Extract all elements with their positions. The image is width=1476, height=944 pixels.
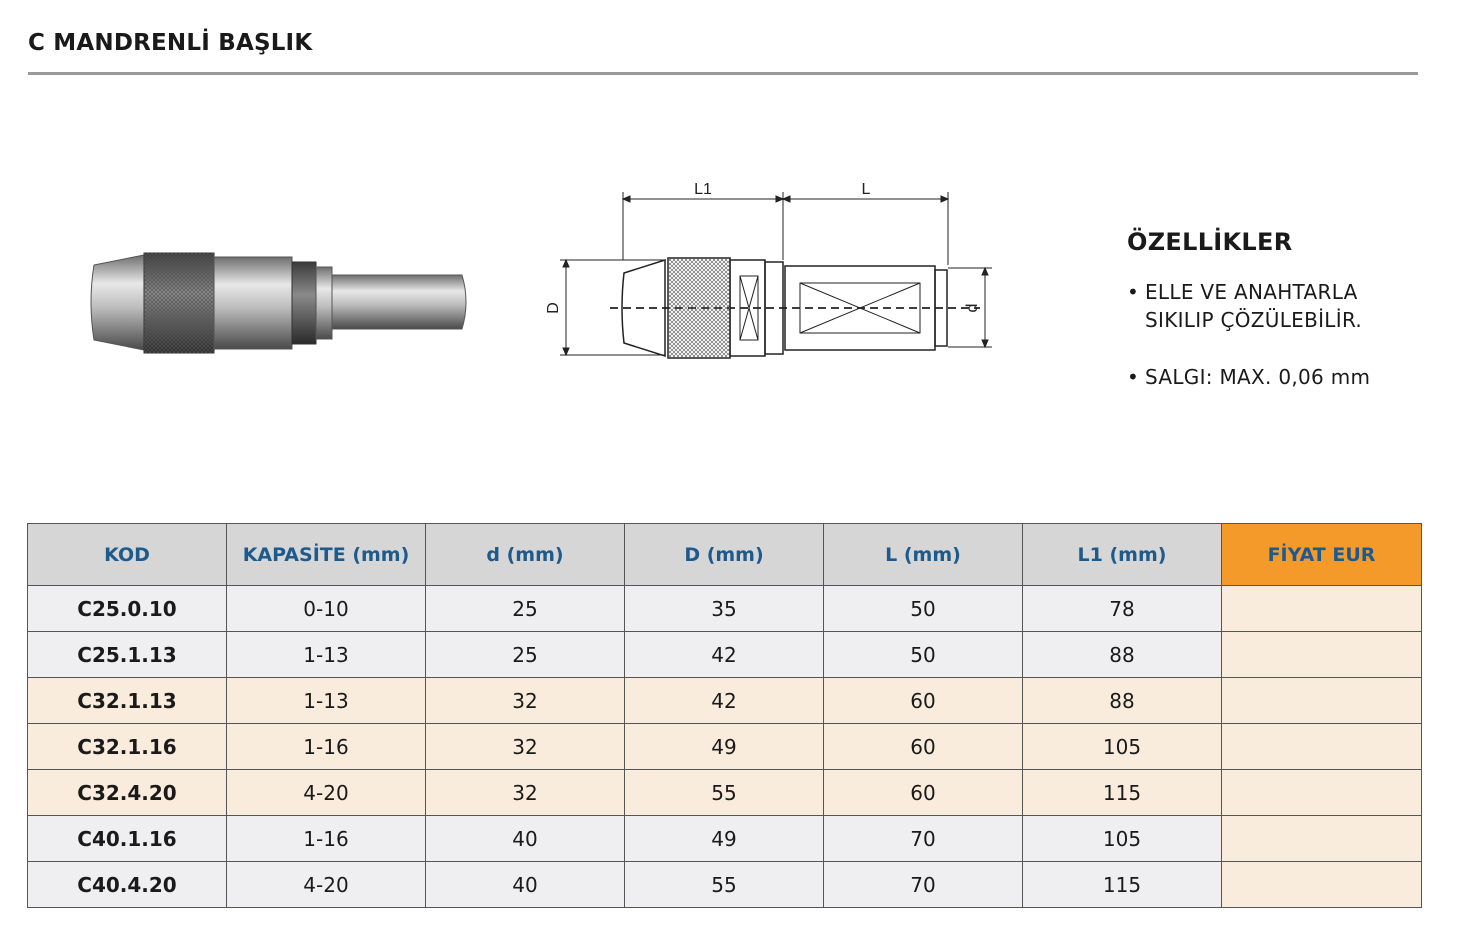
dim-label-d: d xyxy=(964,303,981,313)
technical-drawing xyxy=(540,170,1000,370)
feature-text-line1: SALGI: MAX. 0,06 mm xyxy=(1145,365,1371,389)
bullet-icon: • xyxy=(1127,280,1140,304)
cell-L1: 115 xyxy=(1023,862,1222,908)
cell-d: 32 xyxy=(426,770,625,816)
cell-kod: C40.1.16 xyxy=(28,816,227,862)
cell-L1: 88 xyxy=(1023,632,1222,678)
cell-D: 55 xyxy=(625,862,824,908)
cell-L1: 115 xyxy=(1023,770,1222,816)
cell-D: 55 xyxy=(625,770,824,816)
cell-L: 60 xyxy=(824,724,1023,770)
spec-table xyxy=(27,523,1422,908)
header-D: D (mm) xyxy=(625,524,824,586)
cell-d: 25 xyxy=(426,632,625,678)
page-title: C MANDRENLİ BAŞLIK xyxy=(28,30,313,56)
cell-kapasite: 1-16 xyxy=(227,724,426,770)
feature-text-line2: SIKILIP ÇÖZÜLEBİLİR. xyxy=(1145,308,1363,332)
cell-L: 50 xyxy=(824,586,1023,632)
cell-D: 42 xyxy=(625,678,824,724)
header-kapasite: KAPASİTE (mm) xyxy=(227,524,426,586)
dim-label-L1: L1 xyxy=(694,181,712,198)
header-fiyat: FİYAT EUR xyxy=(1222,524,1422,586)
product-photo xyxy=(82,240,482,365)
cell-L1: 105 xyxy=(1023,816,1222,862)
cell-L: 70 xyxy=(824,816,1023,862)
cell-fiyat xyxy=(1222,586,1422,632)
cell-kod: C32.1.13 xyxy=(28,678,227,724)
cell-D: 35 xyxy=(625,586,824,632)
bullet-icon: • xyxy=(1127,365,1140,389)
cell-kapasite: 1-13 xyxy=(227,632,426,678)
table-row xyxy=(28,724,1422,770)
cell-L: 70 xyxy=(824,862,1023,908)
table-row xyxy=(28,816,1422,862)
table-row xyxy=(28,770,1422,816)
header-kod: KOD xyxy=(28,524,227,586)
feature-item xyxy=(1127,278,1457,334)
cell-L1: 78 xyxy=(1023,586,1222,632)
cell-d: 40 xyxy=(426,862,625,908)
cell-kod: C25.0.10 xyxy=(28,586,227,632)
cell-kod: C40.4.20 xyxy=(28,862,227,908)
features-list xyxy=(1127,278,1457,391)
cell-d: 32 xyxy=(426,678,625,724)
cell-d: 25 xyxy=(426,586,625,632)
cell-kod: C32.1.16 xyxy=(28,724,227,770)
cell-kod: C32.4.20 xyxy=(28,770,227,816)
cell-L: 50 xyxy=(824,632,1023,678)
header-d: d (mm) xyxy=(426,524,625,586)
cell-kapasite: 1-16 xyxy=(227,816,426,862)
cell-kapasite: 4-20 xyxy=(227,862,426,908)
cell-D: 49 xyxy=(625,724,824,770)
header-L1: L1 (mm) xyxy=(1023,524,1222,586)
table-row xyxy=(28,586,1422,632)
cell-L: 60 xyxy=(824,678,1023,724)
table-row xyxy=(28,862,1422,908)
features-heading: ÖZELLİKLER xyxy=(1127,228,1293,256)
cell-D: 49 xyxy=(625,816,824,862)
cell-kapasite: 1-13 xyxy=(227,678,426,724)
cell-fiyat xyxy=(1222,770,1422,816)
dim-label-L: L xyxy=(861,181,871,198)
table-row xyxy=(28,678,1422,724)
table-header-row xyxy=(28,524,1422,586)
feature-item xyxy=(1127,363,1457,391)
cell-fiyat xyxy=(1222,724,1422,770)
table-row xyxy=(28,632,1422,678)
cell-fiyat xyxy=(1222,862,1422,908)
cell-d: 40 xyxy=(426,816,625,862)
cell-kod: C25.1.13 xyxy=(28,632,227,678)
cell-L1: 88 xyxy=(1023,678,1222,724)
feature-text-line1: ELLE VE ANAHTARLA xyxy=(1145,280,1358,304)
header-L: L (mm) xyxy=(824,524,1023,586)
title-divider xyxy=(28,72,1418,75)
cell-kapasite: 4-20 xyxy=(227,770,426,816)
cell-kapasite: 0-10 xyxy=(227,586,426,632)
cell-L1: 105 xyxy=(1023,724,1222,770)
cell-fiyat xyxy=(1222,816,1422,862)
cell-d: 32 xyxy=(426,724,625,770)
cell-D: 42 xyxy=(625,632,824,678)
cell-fiyat xyxy=(1222,678,1422,724)
dim-label-D: D xyxy=(545,302,562,314)
cell-fiyat xyxy=(1222,632,1422,678)
cell-L: 60 xyxy=(824,770,1023,816)
features-panel xyxy=(1127,228,1457,420)
